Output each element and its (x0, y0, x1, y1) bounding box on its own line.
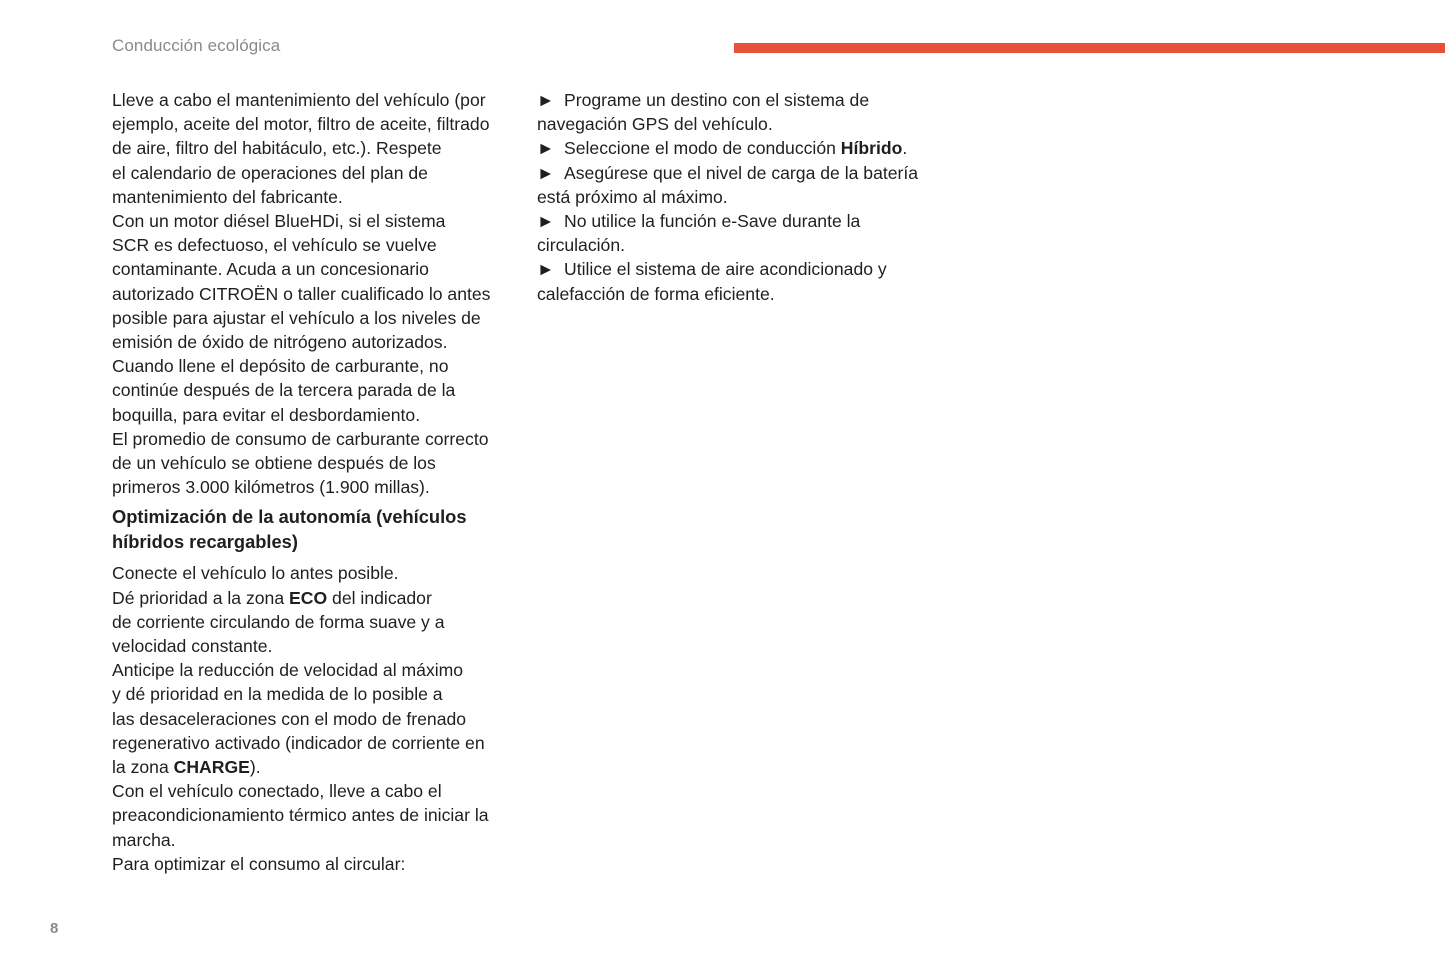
section-heading (112, 505, 522, 554)
text-fragment: la zona (112, 757, 174, 778)
text-line: y dé prioridad en la medida de lo posible a (112, 684, 443, 705)
bullet-text: . (902, 138, 908, 159)
text-line: primeros 3.000 kilómetros (1.900 millas). (112, 477, 430, 498)
text-line: Con un motor diésel BlueHDi, si el sistema (112, 211, 446, 232)
bullet-arrow-icon: ► (537, 90, 555, 110)
text-line: regenerativo activado (indicador de corriente en (112, 732, 485, 753)
text-line: velocidad constante. (112, 636, 273, 657)
text-line: las desaceleraciones con el modo de frenado (112, 708, 467, 729)
text-line: marcha. (112, 829, 176, 850)
bullet-continuation: está próximo al máximo. (537, 186, 728, 207)
bullet-item (537, 257, 957, 281)
bullet-text: Seleccione el modo de conducción (564, 138, 841, 159)
left-column (112, 88, 522, 876)
text-line: de un vehículo se obtiene después de los (112, 453, 436, 474)
heading-line: Optimización de la autonomía (vehículos (112, 506, 467, 528)
text-line: SCR es defectuoso, el vehículo se vuelve (112, 235, 437, 256)
bullet-continuation: calefacción de forma eficiente. (537, 283, 775, 304)
bullet-arrow-icon: ► (537, 138, 555, 159)
text-line: ejemplo, aceite del motor, filtro de aceite, filtrado (112, 114, 490, 135)
text-line: preacondicionamiento térmico antes de iniciar la (112, 805, 489, 826)
text-line: contaminante. Acuda a un concesionario (112, 259, 429, 280)
text-line: Lleve a cabo el mantenimiento del vehículo (por (112, 90, 486, 110)
text-line: emisión de óxido de nitrógeno autorizados. (112, 332, 448, 353)
heading-line: híbridos recargables) (112, 530, 298, 552)
bullet-text: No utilice la función e-Save durante la (564, 211, 861, 232)
text-line: Anticipe la reducción de velocidad al máximo (112, 660, 464, 681)
paragraph-preconditioning (112, 779, 522, 876)
text-fragment: del indicador (327, 587, 432, 608)
bullet-continuation: circulación. (537, 235, 626, 256)
text-line: de corriente circulando de forma suave y a (112, 611, 445, 632)
text-line: mantenimiento del fabricante. (112, 186, 343, 207)
right-column (537, 88, 957, 306)
text-line: continúe después de la tercera parada de la (112, 380, 456, 401)
bullet-item (537, 161, 957, 185)
bullet-item (537, 136, 957, 160)
bullet-continuation: navegación GPS del vehículo. (537, 114, 773, 135)
paragraph-eco-driving (112, 610, 522, 755)
text-line: Con el vehículo conectado, lleve a cabo el (112, 781, 442, 802)
text-line: posible para ajustar el vehículo a los niveles de (112, 307, 481, 328)
page-number: 8 (50, 920, 59, 937)
text-line: Conecte el vehículo lo antes posible. (112, 563, 399, 584)
bullet-arrow-icon: ► (537, 162, 555, 183)
text-fragment: ). (249, 757, 261, 778)
section-title: Conducción ecológica (112, 36, 281, 55)
bullet-arrow-icon: ► (537, 259, 555, 280)
text-line (112, 755, 522, 779)
text-line: Para optimizar el consumo al circular: (112, 853, 406, 874)
text-fragment: Dé prioridad a la zona (112, 587, 290, 608)
bullet-item (537, 209, 957, 233)
bullet-text: Asegúrese que el nivel de carga de la batería (564, 162, 919, 183)
paragraph-maintenance (112, 88, 522, 499)
text-line: Cuando llene el depósito de carburante, no (112, 356, 449, 377)
text-line (112, 586, 522, 610)
bullet-text: Utilice el sistema de aire acondicionado y (564, 259, 887, 280)
text-line: El promedio de consumo de carburante correcto (112, 428, 489, 449)
bullet-text: Programe un destino con el sistema de (564, 90, 870, 110)
text-line: autorizado CITROËN o taller cualificado lo antes (112, 283, 491, 304)
bullet-arrow-icon: ► (537, 211, 555, 232)
charge-keyword: CHARGE (173, 757, 250, 778)
hybrid-keyword: Híbrido (840, 138, 903, 159)
header-accent-bar (734, 43, 1445, 53)
text-line: el calendario de operaciones del plan de (112, 162, 428, 183)
bullet-item (537, 88, 957, 112)
eco-keyword: ECO (289, 587, 328, 608)
text-line: de aire, filtro del habitáculo, etc.). Respete (112, 138, 442, 159)
text-line: boquilla, para evitar el desbordamiento. (112, 404, 421, 425)
